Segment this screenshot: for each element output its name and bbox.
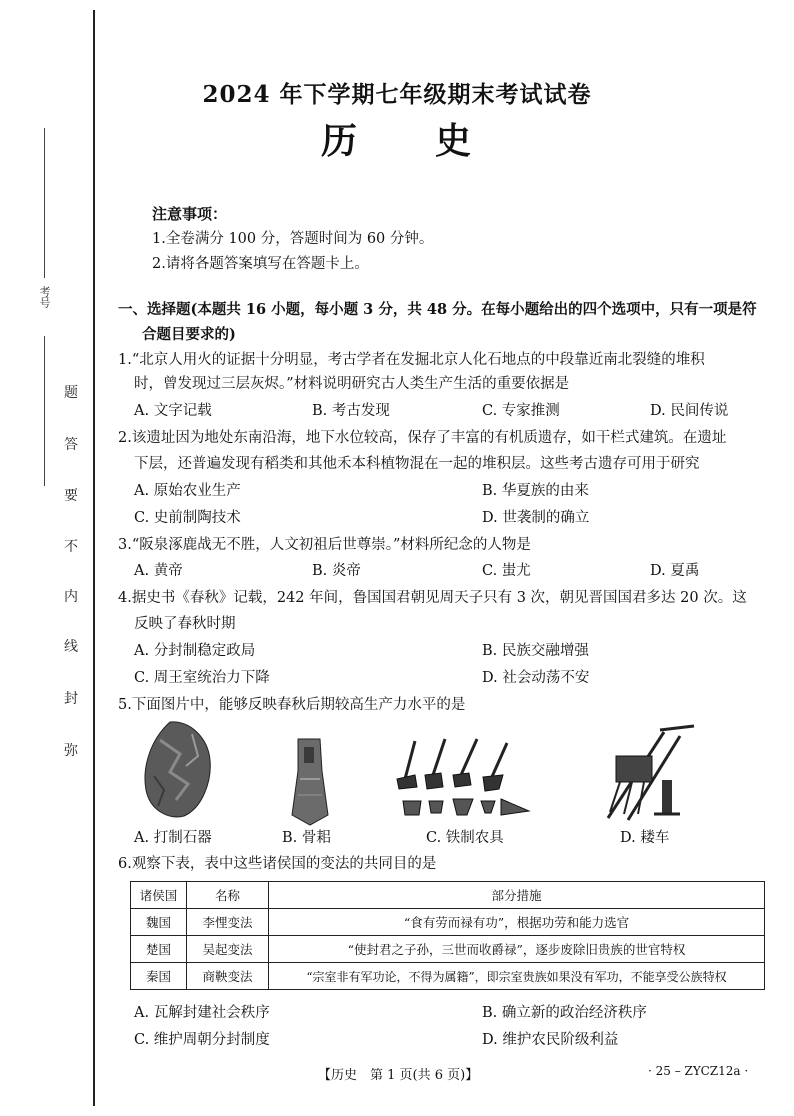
option: D. 社会动荡不安 [482, 670, 590, 686]
reform-table [130, 881, 765, 990]
seal-char: 要 [64, 488, 78, 504]
table-cell: 秦国 [131, 963, 187, 990]
option: C. 专家推测 [482, 403, 560, 419]
question-5-stem: 5.下面图片中，能够反映春秋后期较高生产力水平的是 [118, 697, 466, 713]
question-4-stem-cont: 反映了春秋时期 [134, 616, 236, 632]
option: B. 华夏族的由来 [482, 483, 589, 499]
option: C. 维护周朝分封制度 [134, 1032, 270, 1048]
iron-farm-tools-image [395, 735, 545, 823]
option: C. 周王室统治力下降 [134, 670, 270, 686]
option: A. 瓦解封建社会秩序 [134, 1005, 270, 1021]
option: D. 世袭制的确立 [482, 510, 590, 526]
column-header: 名称 [187, 882, 269, 909]
binding-line [93, 10, 95, 1106]
paper-code: · 25 – ZYCZ12a · [648, 1064, 749, 1078]
notice-heading: 注意事项： [152, 205, 228, 223]
question-1-stem-cont: 时，曾发现过三层灰烬。”材料说明研究古人类生产生活的重要依据是 [134, 376, 570, 392]
table-cell: 商鞅变法 [187, 963, 269, 990]
seal-char: 封 [64, 691, 78, 707]
question-2-stem: 2.该遗址因为地处东南沿海，地下水位较高，保存了丰富的有机质遗存，如干栏式建筑。在遗址 [118, 430, 727, 446]
chipped-stone-tool-image [140, 720, 214, 820]
option: D. 耧车 [620, 830, 670, 846]
option: D. 维护农民阶级利益 [482, 1032, 619, 1048]
bone-spade-image [290, 735, 330, 827]
table-cell: 李悝变法 [187, 909, 269, 936]
table-row [131, 909, 765, 936]
column-header: 诸侯国 [131, 882, 187, 909]
exam-title: 2024 年下学期七年级期末考试试卷 [202, 81, 592, 108]
section-heading: 一、选择题(本题共 16 小题，每小题 3 分，共 48 分。在每小题给出的四个选项中，只有一项是符 [118, 301, 757, 318]
seal-char: 内 [64, 589, 78, 605]
seal-char: 线 [64, 639, 78, 655]
option: A. 文字记载 [134, 403, 212, 419]
notice-item: 2.请将各题答案填写在答题卡上。 [152, 256, 369, 272]
option: C. 蚩尤 [482, 563, 531, 579]
option: A. 黄帝 [134, 563, 183, 579]
question-1-stem: 1.“北京人用火的证据十分明显，考古学者在发掘北京人化石地点的中段靠近南北裂缝的堆积 [118, 352, 705, 368]
table-cell: “宗室非有军功论，不得为属籍”，即宗室贵族如果没有军功，不能享受公族特权 [269, 963, 765, 990]
option: C. 铁制农具 [426, 830, 504, 846]
option: A. 原始农业生产 [134, 483, 241, 499]
table-cell: “使封君之子孙，三世而收爵禄”，逐步废除旧贵族的世官特权 [269, 936, 765, 963]
seed-drill-image [598, 722, 708, 826]
table-cell: “食有劳而禄有功”，根据功劳和能力选官 [269, 909, 765, 936]
table-cell: 楚国 [131, 936, 187, 963]
table-header-row [131, 882, 765, 909]
seal-char: 弥 [64, 743, 78, 759]
question-3-stem: 3.“阪泉涿鹿战无不胜，人文初祖后世尊崇。”材料所纪念的人物是 [118, 537, 531, 553]
table-cell: 吴起变法 [187, 936, 269, 963]
exam-number-rule-bottom [44, 336, 45, 486]
table-row [131, 963, 765, 990]
table-cell: 魏国 [131, 909, 187, 936]
page-number: 【历史 第 1 页(共 6 页)】 [318, 1068, 479, 1083]
option: C. 史前制陶技术 [134, 510, 241, 526]
seal-char: 题 [64, 385, 78, 401]
option: A. 打制石器 [134, 830, 212, 846]
option: B. 炎帝 [312, 563, 361, 579]
question-4-stem: 4.据史书《春秋》记载，242 年间，鲁国国君朝见周天子只有 3 次，朝见晋国国君多达 20 次。这 [118, 590, 747, 606]
exam-number-label: 考号 [38, 286, 51, 308]
column-header: 部分措施 [269, 882, 765, 909]
subject-title: 历 史 [320, 120, 473, 162]
notice-item: 1.全卷满分 100 分，答题时间为 60 分钟。 [152, 231, 434, 247]
section-heading-cont: 合题目要求的) [142, 326, 236, 343]
seal-char: 不 [64, 539, 78, 555]
option: D. 夏禹 [650, 563, 700, 579]
option: D. 民间传说 [650, 403, 729, 419]
option: B. 考古发现 [312, 403, 390, 419]
seal-char: 答 [64, 437, 78, 453]
option: B. 骨耜 [282, 830, 331, 846]
question-2-stem-cont: 下层，还普遍发现有稻类和其他禾本科植物混在一起的堆积层。这些考古遗存可用于研究 [134, 456, 700, 472]
question-6-stem: 6.观察下表，表中这些诸侯国的变法的共同目的是 [118, 856, 437, 872]
option: B. 民族交融增强 [482, 643, 589, 659]
option: B. 确立新的政治经济秩序 [482, 1005, 647, 1021]
option: A. 分封制稳定政局 [134, 643, 256, 659]
table-row [131, 936, 765, 963]
